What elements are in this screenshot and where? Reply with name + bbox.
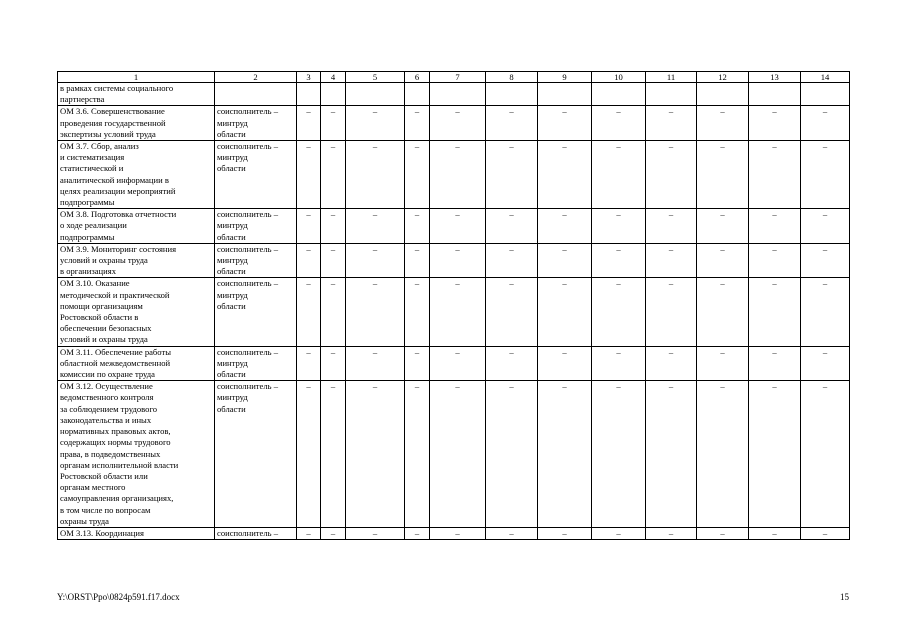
table-row [58, 209, 850, 244]
value-cell: – [592, 209, 646, 244]
column-number-9: 9 [538, 72, 592, 83]
value-cell: – [801, 243, 850, 278]
value-cell: – [538, 527, 592, 539]
value-cell: – [430, 106, 486, 141]
column-number-13: 13 [749, 72, 801, 83]
activity-name-line: законодательства и иных [60, 414, 152, 425]
table-header [58, 72, 850, 83]
executor-line: соисполнитель – [217, 381, 279, 392]
activity-name-line: в том числе по вопросам [60, 504, 151, 515]
value-cell: – [646, 209, 697, 244]
value-cell: – [297, 141, 321, 209]
activity-name-line: условий и охраны труда [60, 255, 148, 266]
value-cell: – [346, 141, 405, 209]
value-cell: – [697, 381, 749, 528]
value-cell [801, 83, 850, 106]
value-cell: – [486, 278, 538, 346]
value-cell: – [321, 141, 346, 209]
value-cell: – [405, 209, 430, 244]
value-cell: – [646, 381, 697, 528]
value-cell: – [592, 243, 646, 278]
activity-name-line: методической и практической [60, 289, 170, 300]
executor-line: минтруд [217, 392, 248, 403]
value-cell: – [321, 106, 346, 141]
value-cell: – [646, 141, 697, 209]
activity-name-line: обеспечении безопасных [60, 323, 152, 334]
executor-line: соисполнитель – [217, 209, 279, 220]
executor-line: минтруд [217, 357, 248, 368]
activity-name-line: органам исполнительной власти [60, 459, 179, 470]
column-number-1: 1 [58, 72, 215, 83]
activity-name-cell [58, 278, 215, 346]
value-cell: – [697, 106, 749, 141]
value-cell: – [646, 278, 697, 346]
table-row [58, 243, 850, 278]
column-number-3: 3 [297, 72, 321, 83]
value-cell: – [697, 243, 749, 278]
activity-name-line: Ростовской области в [60, 312, 139, 323]
value-cell: – [749, 381, 801, 528]
executor-line: соисполнитель – [217, 243, 279, 254]
value-cell: – [430, 209, 486, 244]
executor-cell [215, 278, 297, 346]
value-cell: – [405, 381, 430, 528]
activity-name-line: охраны труда [60, 515, 109, 526]
executor-line: соисполнитель – [217, 278, 279, 289]
value-cell: – [321, 381, 346, 528]
activity-name-cell [58, 243, 215, 278]
executor-cell [215, 346, 297, 381]
activity-name-line: экспертизы условий труда [60, 128, 156, 139]
value-cell: – [801, 381, 850, 528]
value-cell: – [801, 141, 850, 209]
activity-name-line: и систематизация [60, 152, 125, 163]
value-cell [592, 83, 646, 106]
column-number-6: 6 [405, 72, 430, 83]
table-row [58, 346, 850, 381]
value-cell [486, 83, 538, 106]
activity-name-line: в рамках системы социального [60, 83, 174, 93]
value-cell: – [321, 527, 346, 539]
executor-cell [215, 243, 297, 278]
activity-name-line: ОМ 3.8. Подготовка отчетности [60, 209, 177, 220]
column-number-10: 10 [592, 72, 646, 83]
value-cell: – [430, 141, 486, 209]
value-cell: – [538, 106, 592, 141]
value-cell [538, 83, 592, 106]
value-cell: – [646, 346, 697, 381]
value-cell: – [486, 381, 538, 528]
executor-line: области [217, 369, 246, 380]
activity-name-cell [58, 209, 215, 244]
value-cell: – [592, 346, 646, 381]
activity-name-line: ОМ 3.6. Совершенствование [60, 106, 165, 117]
column-number-12: 12 [697, 72, 749, 83]
activity-name-line: за соблюдением трудового [60, 403, 158, 414]
value-cell: – [486, 346, 538, 381]
value-cell: – [749, 106, 801, 141]
activity-name-line: в организациях [60, 266, 116, 277]
value-cell [646, 83, 697, 106]
value-cell: – [697, 527, 749, 539]
value-cell [346, 83, 405, 106]
value-cell: – [801, 527, 850, 539]
value-cell: – [486, 209, 538, 244]
activity-name-line: статистической и [60, 163, 124, 174]
value-cell [405, 83, 430, 106]
value-cell: – [346, 243, 405, 278]
value-cell: – [346, 106, 405, 141]
executor-line: минтруд [217, 255, 248, 266]
value-cell: – [430, 278, 486, 346]
table-row [58, 278, 850, 346]
value-cell: – [538, 381, 592, 528]
activity-name-line: подпрограммы [60, 231, 115, 242]
value-cell: – [346, 278, 405, 346]
activity-name-line: ведомственного контроля [60, 392, 154, 403]
table-row [58, 141, 850, 209]
value-cell [749, 83, 801, 106]
activity-name-line: ОМ 3.11. Обеспечение работы [60, 346, 172, 357]
value-cell: – [346, 381, 405, 528]
table-body [58, 83, 850, 540]
value-cell: – [297, 346, 321, 381]
executor-cell [215, 381, 297, 528]
executor-line: области [217, 300, 246, 311]
value-cell: – [538, 141, 592, 209]
activity-name-line: ОМ 3.10. Оказание [60, 278, 130, 289]
executor-cell [215, 106, 297, 141]
value-cell: – [592, 527, 646, 539]
value-cell: – [646, 243, 697, 278]
value-cell: – [297, 209, 321, 244]
executor-line: соисполнитель – [217, 346, 279, 357]
value-cell: – [297, 243, 321, 278]
column-number-2: 2 [215, 72, 297, 83]
value-cell: – [538, 346, 592, 381]
value-cell: – [538, 278, 592, 346]
value-cell [297, 83, 321, 106]
activity-name-line: комиссии по охране труда [60, 369, 155, 380]
value-cell: – [697, 209, 749, 244]
activity-name-line: содержащих нормы трудового [60, 437, 171, 448]
program-table [57, 71, 850, 540]
activity-name-cell [58, 141, 215, 209]
value-cell: – [801, 346, 850, 381]
activity-name-line: ОМ 3.7. Сбор, анализ [60, 141, 139, 152]
activity-name-line: нормативных правовых актов, [60, 426, 171, 437]
value-cell: – [486, 527, 538, 539]
value-cell: – [697, 141, 749, 209]
value-cell: – [801, 278, 850, 346]
executor-cell [215, 141, 297, 209]
executor-line: области [217, 128, 246, 139]
value-cell: – [749, 141, 801, 209]
footer-page-number: 15 [840, 592, 849, 602]
value-cell: – [297, 106, 321, 141]
value-cell: – [346, 527, 405, 539]
value-cell: – [749, 527, 801, 539]
column-number-4: 4 [321, 72, 346, 83]
executor-cell [215, 527, 297, 539]
value-cell: – [592, 141, 646, 209]
value-cell: – [430, 381, 486, 528]
value-cell: – [801, 209, 850, 244]
footer-file-path: Y:\ORST\Ppo\0824p591.f17.docx [57, 592, 180, 602]
executor-cell [215, 83, 297, 106]
executor-line: соисполнитель – [217, 141, 279, 152]
executor-line: минтруд [217, 152, 248, 163]
column-number-14: 14 [801, 72, 850, 83]
value-cell: – [486, 141, 538, 209]
value-cell: – [321, 243, 346, 278]
executor-line: области [217, 231, 246, 242]
column-number-7: 7 [430, 72, 486, 83]
activity-name-line: целях реализации мероприятий [60, 185, 176, 196]
value-cell: – [486, 243, 538, 278]
executor-line: минтруд [217, 289, 248, 300]
value-cell: – [749, 278, 801, 346]
table-row [58, 106, 850, 141]
value-cell [697, 83, 749, 106]
header-row [58, 72, 850, 83]
executor-line: области [217, 266, 246, 277]
activity-name-cell [58, 106, 215, 141]
value-cell: – [749, 243, 801, 278]
activity-name-line: органам местного [60, 482, 126, 493]
value-cell: – [297, 381, 321, 528]
activity-name-line: права, в подведомственных [60, 448, 161, 459]
activity-name-line: подпрограммы [60, 197, 115, 208]
value-cell: – [538, 209, 592, 244]
activity-name-cell [58, 346, 215, 381]
value-cell: – [592, 381, 646, 528]
activity-name-line: ОМ 3.12. Осуществление [60, 381, 153, 392]
value-cell: – [405, 106, 430, 141]
executor-line: минтруд [217, 220, 248, 231]
value-cell: – [321, 209, 346, 244]
value-cell: – [405, 278, 430, 346]
value-cell: – [405, 346, 430, 381]
activity-name-cell [58, 381, 215, 528]
value-cell: – [646, 527, 697, 539]
executor-line: соисполнитель – [217, 527, 279, 538]
value-cell: – [405, 527, 430, 539]
activity-name-line: партнерства [60, 94, 105, 105]
value-cell: – [297, 527, 321, 539]
activity-name-line: ОМ 3.13. Координация [60, 527, 144, 538]
value-cell [430, 83, 486, 106]
value-cell: – [801, 106, 850, 141]
table-row [58, 83, 850, 106]
value-cell: – [697, 346, 749, 381]
activity-name-line: самоуправления организациях, [60, 493, 174, 504]
value-cell: – [346, 209, 405, 244]
activity-name-line: Ростовской области или [60, 470, 148, 481]
activity-name-cell [58, 527, 215, 539]
value-cell: – [297, 278, 321, 346]
executor-cell [215, 209, 297, 244]
value-cell: – [321, 278, 346, 346]
executor-line: соисполнитель – [217, 106, 279, 117]
value-cell: – [430, 243, 486, 278]
column-number-5: 5 [346, 72, 405, 83]
value-cell: – [592, 106, 646, 141]
executor-line: области [217, 163, 246, 174]
value-cell: – [430, 527, 486, 539]
value-cell: – [749, 346, 801, 381]
activity-name-line: проведения государственной [60, 117, 166, 128]
activity-name-line: помощи организациям [60, 300, 143, 311]
activity-name-line: о ходе реализации [60, 220, 127, 231]
value-cell: – [321, 346, 346, 381]
value-cell: – [346, 346, 405, 381]
table-row [58, 381, 850, 528]
activity-name-line: условий и охраны труда [60, 334, 148, 345]
value-cell: – [405, 141, 430, 209]
activity-name-line: ОМ 3.9. Мониторинг состояния [60, 243, 177, 254]
value-cell: – [405, 243, 430, 278]
value-cell: – [538, 243, 592, 278]
value-cell: – [430, 346, 486, 381]
executor-line: области [217, 403, 246, 414]
value-cell: – [749, 209, 801, 244]
column-number-8: 8 [486, 72, 538, 83]
activity-name-line: аналитической информации в [60, 174, 169, 185]
executor-line: минтруд [217, 117, 248, 128]
value-cell [321, 83, 346, 106]
activity-name-line: областной межведомственной [60, 357, 171, 368]
value-cell: – [646, 106, 697, 141]
table-row [58, 527, 850, 539]
value-cell: – [486, 106, 538, 141]
column-number-11: 11 [646, 72, 697, 83]
value-cell: – [697, 278, 749, 346]
activity-name-cell [58, 83, 215, 106]
value-cell: – [592, 278, 646, 346]
